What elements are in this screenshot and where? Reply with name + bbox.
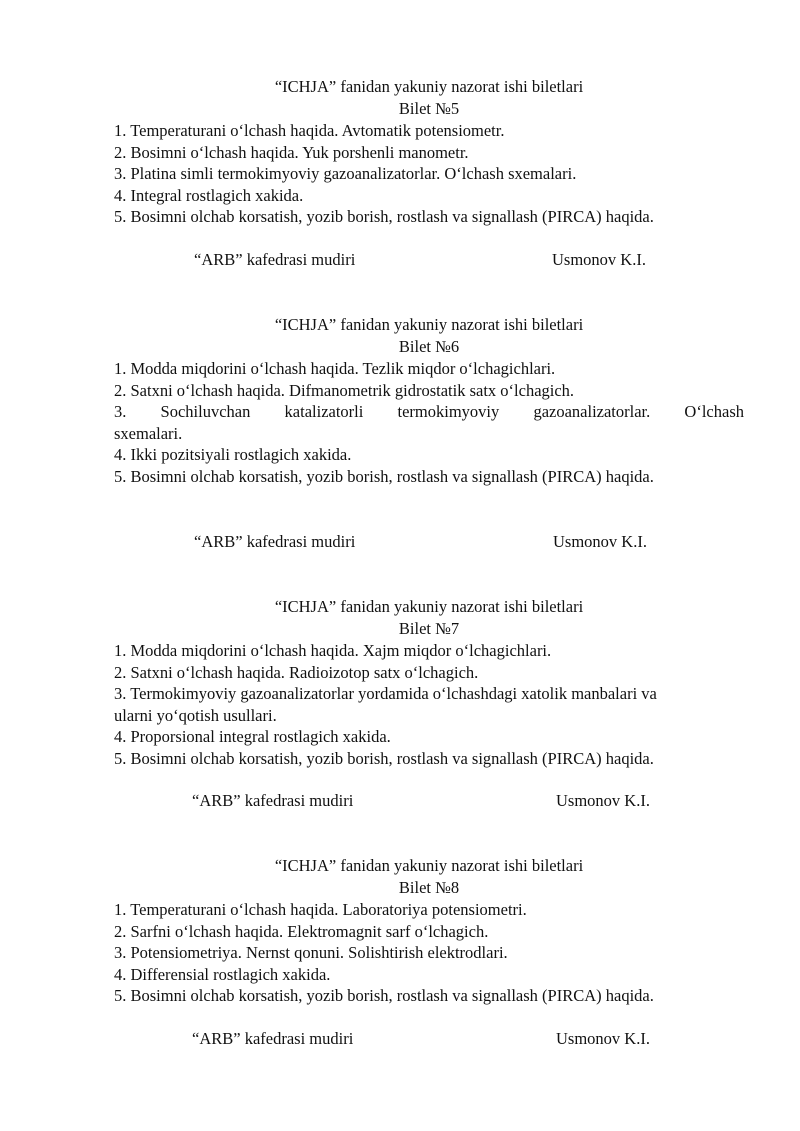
question-item: 2. Satxni o‘lchash haqida. Radioizotop satx o‘lchagich.: [114, 662, 479, 682]
question-item: 3. Termokimyoviy gazoanalizatorlar yordamida o‘lchashdagi xatolik manbalari va: [114, 684, 657, 703]
signature-line: [114, 249, 744, 271]
question-item: 1. Modda miqdorini o‘lchash haqida. Tezlik miqdor o‘lchagichlari.: [114, 359, 556, 378]
ticket-title: “ICHJA” fanidan yakuniy nazorat ishi biletlari: [274, 315, 584, 334]
question-item: 2. Sarfni o‘lchash haqida. Elektromagnit sarf o‘lchagich.: [114, 921, 489, 941]
question-item: 4. Ikki pozitsiyali rostlagich xakida.: [114, 445, 352, 464]
ticket-7: [114, 596, 744, 810]
question-item: 1. Temperaturani o‘lchash haqida. Laboratoriya potensiometri.: [114, 900, 527, 919]
question-item: 5. Bosimni olchab korsatish, yozib borish, rostlash va signallash (PIRCA) haqida.: [114, 748, 654, 768]
question-item: 3. Sochiluvchan katalizatorli termokimyoviy gazoanalizatorlar. O‘lchash: [114, 402, 744, 421]
department-head-label: “ARB” kafedrasi mudiri: [194, 532, 356, 551]
ticket-number: Bilet №6: [398, 337, 460, 356]
question-item: 5. Bosimni olchab korsatish, yozib borish, rostlash va signallash (PIRCA) haqida.: [114, 466, 654, 486]
question-item: 3. Platina simli termokimyoviy gazoanalizatorlar. O‘lchash sxemalari.: [114, 164, 577, 183]
signatory-name: Usmonov K.I.: [556, 791, 650, 810]
ticket-number: Bilet №8: [398, 878, 460, 897]
question-item: 1. Modda miqdorini o‘lchash haqida. Xajm miqdor o‘lchagichlari.: [114, 641, 552, 660]
signatory-name: Usmonov K.I.: [556, 1029, 650, 1048]
question-item-continuation: sxemalari.: [114, 423, 183, 443]
signature-line: [114, 1028, 744, 1050]
question-item: 2. Bosimni o‘lchash haqida. Yuk porshenli manometr.: [114, 142, 469, 162]
ticket-number: Bilet №7: [398, 619, 460, 638]
question-item: 1. Temperaturani o‘lchash haqida. Avtomatik potensiometr.: [114, 121, 505, 140]
ticket-6: [114, 314, 744, 551]
ticket-title: “ICHJA” fanidan yakuniy nazorat ishi biletlari: [274, 77, 584, 96]
ticket-5: [114, 76, 744, 269]
question-item: 4. Integral rostlagich xakida.: [114, 185, 304, 205]
question-item: 2. Satxni o‘lchash haqida. Difmanometrik gidrostatik satx o‘lchagich.: [114, 380, 575, 400]
ticket-8: [114, 855, 744, 1048]
ticket-title: “ICHJA” fanidan yakuniy nazorat ishi biletlari: [274, 856, 584, 875]
ticket-title: “ICHJA” fanidan yakuniy nazorat ishi biletlari: [274, 597, 584, 616]
department-head-label: “ARB” kafedrasi mudiri: [192, 1029, 354, 1048]
question-item: 3. Potensiometriya. Nernst qonuni. Solishtirish elektrodlari.: [114, 943, 508, 962]
question-item: 4. Proporsional integral rostlagich xakida.: [114, 727, 391, 746]
question-item: 4. Differensial rostlagich xakida.: [114, 964, 331, 984]
question-item-continuation: ularni yo‘qotish usullari.: [114, 705, 277, 725]
department-head-label: “ARB” kafedrasi mudiri: [194, 250, 356, 269]
question-item: 5. Bosimni olchab korsatish, yozib borish, rostlash va signallash (PIRCA) haqida.: [114, 986, 654, 1005]
signatory-name: Usmonov K.I.: [552, 250, 646, 269]
question-item: 5. Bosimni olchab korsatish, yozib borish, rostlash va signallash (PIRCA) haqida.: [114, 207, 654, 226]
department-head-label: “ARB” kafedrasi mudiri: [192, 791, 354, 810]
signatory-name: Usmonov K.I.: [553, 532, 647, 551]
ticket-number: Bilet №5: [398, 99, 460, 118]
signature-line: [114, 790, 744, 812]
signature-line: [114, 531, 744, 553]
